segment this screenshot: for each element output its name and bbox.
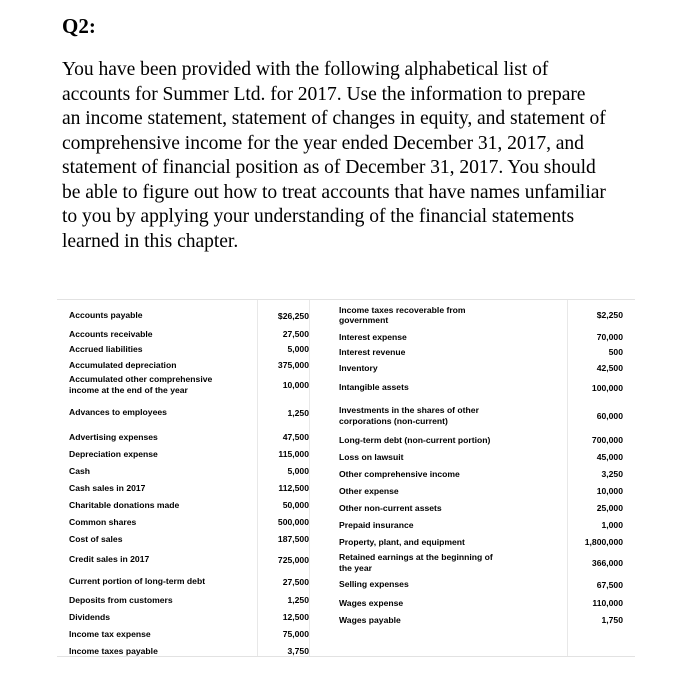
account-row xyxy=(69,626,309,643)
account-row xyxy=(339,400,623,432)
instruction-line: be able to figure out how to treat accounts that have names unfamiliar xyxy=(62,181,606,203)
account-name: Common shares xyxy=(69,516,137,527)
account-name: Accrued liabilities xyxy=(69,344,143,354)
account-row xyxy=(69,548,309,572)
accounts-list-right xyxy=(339,301,623,629)
account-name: Advertising expenses xyxy=(69,431,158,442)
account-row xyxy=(69,497,309,514)
account-value: 500 xyxy=(608,347,623,358)
account-name: Cash sales in 2017 xyxy=(69,482,146,493)
account-row xyxy=(339,517,623,534)
account-value: 366,000 xyxy=(591,557,623,568)
account-row xyxy=(339,360,623,376)
account-row xyxy=(339,612,623,629)
account-name xyxy=(339,305,466,326)
account-name: Wages expense xyxy=(339,597,404,608)
account-value: 27,500 xyxy=(282,328,309,339)
account-value: 10,000 xyxy=(596,486,623,496)
account-name: Other comprehensive income xyxy=(339,468,460,479)
instruction-line: statement of financial position as of December 31, 2017. You should xyxy=(62,157,596,178)
account-row xyxy=(339,483,623,500)
account-value: 115,000 xyxy=(278,449,309,459)
account-name: Credit sales in 2017 xyxy=(69,554,150,565)
account-row xyxy=(69,373,309,397)
account-value: 75,000 xyxy=(282,629,309,639)
account-row xyxy=(339,551,623,575)
account-name: Intangible assets xyxy=(339,382,409,393)
account-row xyxy=(339,575,623,595)
instructions-paragraph xyxy=(62,58,652,254)
account-name-line: Accumulated other comprehensive xyxy=(69,374,213,384)
account-value: 70,000 xyxy=(596,331,623,342)
account-value: 27,500 xyxy=(282,576,309,587)
account-value: 45,000 xyxy=(596,452,623,462)
account-value: 725,000 xyxy=(277,554,309,565)
account-name-line: Income taxes recoverable from xyxy=(339,304,466,315)
account-name xyxy=(69,374,212,395)
account-name: Interest expense xyxy=(339,331,407,342)
account-row xyxy=(69,397,309,429)
account-name: Property, plant, and equipment xyxy=(339,536,465,547)
question-label: Q2: xyxy=(62,14,96,38)
account-value: 700,000 xyxy=(591,435,623,445)
account-row xyxy=(69,531,309,548)
instruction-line: an income statement, statement of changes in equity, and statement of xyxy=(62,108,606,129)
column-divider xyxy=(309,300,310,656)
account-row xyxy=(69,572,309,592)
account-name-line: government xyxy=(339,315,389,325)
account-row xyxy=(69,305,309,326)
account-name: Other expense xyxy=(339,485,399,496)
account-name: Loss on lawsuit xyxy=(339,451,404,462)
account-value: 42,500 xyxy=(596,362,623,373)
account-row xyxy=(69,429,309,446)
account-value: $26,250 xyxy=(277,310,309,321)
account-name: Deposits from customers xyxy=(69,594,173,605)
account-value: 110,000 xyxy=(592,598,623,608)
account-value: 47,500 xyxy=(282,432,309,442)
account-value: 1,250 xyxy=(287,595,309,605)
accounts-list-left xyxy=(69,305,309,660)
instruction-line: to you by applying your understanding of the financial statements xyxy=(62,206,575,227)
account-name: Wages payable xyxy=(339,614,401,625)
account-name: Accumulated depreciation xyxy=(69,359,177,370)
account-value: 10,000 xyxy=(282,379,309,390)
account-row xyxy=(69,463,309,480)
account-row xyxy=(339,595,623,612)
account-value: 12,500 xyxy=(282,612,309,622)
account-name: Depreciation expense xyxy=(69,448,158,459)
account-value: 1,800,000 xyxy=(584,537,623,547)
account-value: 187,500 xyxy=(277,534,309,544)
account-name: Cost of sales xyxy=(69,533,123,544)
account-value: 25,000 xyxy=(596,503,623,513)
account-name: Income tax expense xyxy=(69,628,151,639)
account-value: 5,000 xyxy=(287,344,309,355)
account-name: Accounts receivable xyxy=(69,328,153,339)
account-row xyxy=(69,514,309,531)
account-row xyxy=(339,301,623,329)
account-name: Charitable donations made xyxy=(69,499,180,510)
instruction-line: learned in this chapter. xyxy=(62,230,239,252)
account-name-line: income at the end of the year xyxy=(69,384,188,395)
account-name: Other non-current assets xyxy=(339,502,442,513)
account-name-line: Retained earnings at the beginning of xyxy=(339,552,493,562)
account-name-line: the year xyxy=(339,562,372,573)
instruction-line: comprehensive income for the year ended December 31, 2017, and xyxy=(62,132,584,154)
account-value: 375,000 xyxy=(277,359,309,370)
account-name: Advances to employees xyxy=(69,407,167,418)
account-value: 1,250 xyxy=(287,407,309,418)
account-row xyxy=(69,480,309,497)
account-row xyxy=(339,432,623,449)
account-row xyxy=(339,345,623,361)
account-value: 3,250 xyxy=(601,469,623,479)
account-name: Income taxes payable xyxy=(69,645,158,656)
account-value: 112,500 xyxy=(278,483,309,493)
account-value: 3,750 xyxy=(287,646,309,656)
account-value: 67,500 xyxy=(596,579,623,590)
account-row xyxy=(339,329,623,345)
instruction-line: You have been provided with the following alphabetical list of xyxy=(62,59,549,80)
account-name: Long-term debt (non-current portion) xyxy=(339,434,491,445)
account-value: 100,000 xyxy=(591,382,623,393)
account-name-line: Investments in the shares of other xyxy=(339,405,479,415)
account-name: Cash xyxy=(69,465,91,476)
account-row xyxy=(69,643,309,660)
account-row xyxy=(339,500,623,517)
account-row xyxy=(69,326,309,342)
account-name: Dividends xyxy=(69,611,111,622)
account-value: 50,000 xyxy=(282,500,309,510)
account-name: Current portion of long-term debt xyxy=(69,576,206,587)
account-name: Accounts payable xyxy=(69,310,143,321)
account-row xyxy=(339,534,623,551)
account-name: Inventory xyxy=(339,362,378,373)
account-name xyxy=(339,405,479,426)
account-value: 60,000 xyxy=(596,410,623,421)
account-name: Prepaid insurance xyxy=(339,519,414,530)
account-value: 5,000 xyxy=(287,466,309,476)
account-name: Interest revenue xyxy=(339,347,406,357)
account-name-line: corporations (non-current) xyxy=(339,415,448,426)
account-row xyxy=(69,342,309,358)
account-name xyxy=(339,552,493,573)
account-value: 1,000 xyxy=(601,520,623,530)
account-row xyxy=(69,446,309,463)
account-row xyxy=(69,609,309,626)
account-value: 500,000 xyxy=(277,517,309,527)
account-row xyxy=(69,592,309,609)
account-value: 1,750 xyxy=(601,615,623,625)
account-row xyxy=(339,466,623,483)
account-value: $2,250 xyxy=(596,310,623,320)
account-row xyxy=(69,357,309,373)
account-row xyxy=(339,376,623,400)
account-row xyxy=(339,449,623,466)
instruction-line: accounts for Summer Ltd. for 2017. Use the information to prepare xyxy=(62,83,586,105)
account-name: Selling expenses xyxy=(339,579,409,590)
